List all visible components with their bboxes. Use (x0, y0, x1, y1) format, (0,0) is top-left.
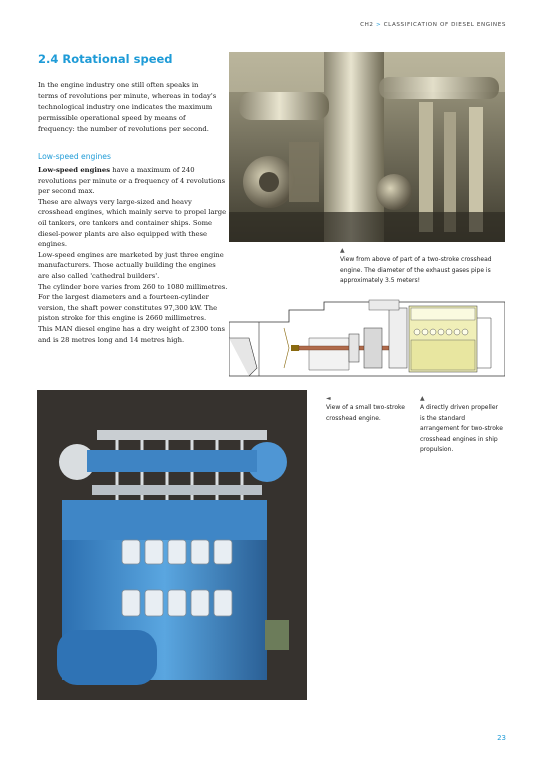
caption-propeller (420, 394, 504, 456)
low-speed-heading: Low-speed engines (38, 152, 111, 161)
low-speed-body (38, 165, 228, 345)
chapter-label: CH2 (360, 22, 374, 28)
paragraph-3: Low-speed engines are marketed by just three engine manufacturers. Those actually building the engines are also called 'cathedral builders'. (38, 250, 224, 280)
paragraph-1-rest: have a maximum of 240 revolutions per minute or a frequency of 4 revolutions per second max. (38, 166, 226, 196)
header-separator: > (375, 22, 382, 28)
bold-term: Low-speed engines (38, 166, 111, 174)
caption-prop-text: A directly driven propeller is the standard arrangement for two-stroke crosshead engines in ship propulsion. (420, 404, 503, 454)
intro-paragraph: In the engine industry one still often speaks in terms of revolutions per minute, whereas in today's technological industry one indicates the maximum permissible operational speed by means of frequency: the number of revolutions per second. (38, 81, 217, 133)
section-label: CLASSIFICATION OF DIESEL ENGINES (383, 22, 506, 28)
running-header (360, 22, 506, 28)
propulsion-diagram (229, 298, 505, 378)
paragraph-1 (38, 165, 228, 197)
small-engine-photo (37, 390, 307, 700)
engine-top-photo (229, 52, 505, 242)
caption-small-text: View of a small two-stroke crosshead engine. (326, 404, 405, 422)
page-number: 23 (497, 734, 506, 742)
caption-top-text: View from above of part of a two-stroke crosshead engine. The diameter of the exhaust gases pipe is approximately 3.5 meters! (340, 256, 492, 285)
paragraph-2: These are always very large-sized and heavy crosshead engines, which mainly serve to propel large oil tankers, ore tankers and container ships. Some diesel-power plants are also equipped with these engines. (38, 197, 227, 249)
left-arrow-icon: ◄ (326, 395, 331, 402)
paragraph-5: This MAN diesel engine has a dry weight of 2300 tons and is 28 metres long and 14 metres high. (38, 324, 226, 344)
section-title: 2.4 Rotational speed (38, 52, 173, 66)
up-arrow-icon: ▲ (420, 395, 425, 402)
caption-small-engine (326, 394, 414, 424)
paragraph-4: The cylinder bore varies from 260 to 1080 millimetres. For the largest diameters and a fourteen-cylinder version, the shaft power constitutes 97,300 kW. The piston stroke for this engine is 2660 millimetres. (38, 282, 228, 323)
up-arrow-icon: ▲ (340, 247, 345, 254)
caption-top-photo (340, 246, 510, 287)
